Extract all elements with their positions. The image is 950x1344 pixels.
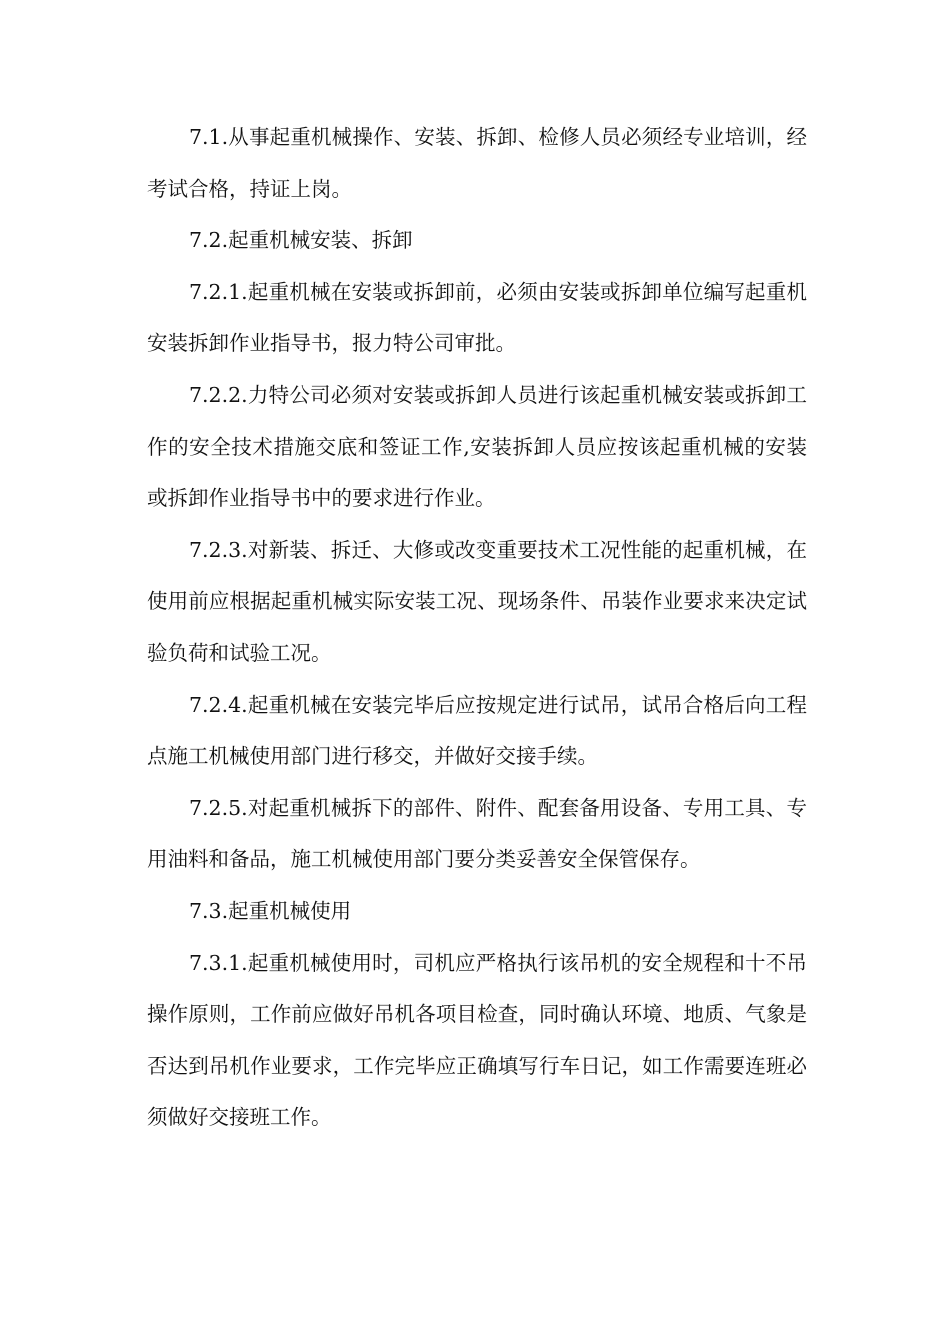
paragraph-7-2-4: 7.2.4.起重机械在安装完毕后应按规定进行试吊，试吊合格后向工程点施工机械使用部门进行移交，并做好交接手续。 bbox=[147, 692, 807, 769]
paragraph-7-1: 7.1.从事起重机械操作、安装、拆卸、检修人员必须经专业培训，经考试合格，持证上岗。 bbox=[147, 125, 807, 201]
paragraph-7-2-5: 7.2.5.对起重机械拆下的部件、附件、配套备用设备、专用工具、专用油料和备品，施工机械使用部门要分类妥善安全保管保存。 bbox=[147, 795, 807, 872]
paragraph-7-3-1: 7.3.1.起重机械使用时，司机应严格执行该吊机的安全规程和十不吊操作原则，工作前应做好吊机各项目检查，同时确认环境、地质、气象是否达到吊机作业要求，工作完毕应正确填写行车日记，如工作需要连班必须做好交接班工作。 bbox=[147, 950, 807, 1130]
heading-7-3: 7.3.起重机械使用 bbox=[189, 898, 352, 923]
paragraph-7-2-1: 7.2.1.起重机械在安装或拆卸前，必须由安装或拆卸单位编写起重机安装拆卸作业指导书，报力特公司审批。 bbox=[147, 279, 807, 356]
paragraph-7-2-3: 7.2.3.对新装、拆迁、大修或改变重要技术工况性能的起重机械，在使用前应根据起重机械实际安装工况、现场条件、吊装作业要求来决定试验负荷和试验工况。 bbox=[147, 537, 807, 665]
document-body bbox=[147, 112, 807, 1144]
paragraph-7-2-2: 7.2.2.力特公司必须对安装或拆卸人员进行该起重机械安装或拆卸工作的安全技术措施交底和签证工作,安装拆卸人员应按该起重机械的安装或拆卸作业指导书中的要求进行作业。 bbox=[147, 382, 807, 511]
heading-7-2: 7.2.起重机械安装、拆卸 bbox=[189, 228, 413, 253]
